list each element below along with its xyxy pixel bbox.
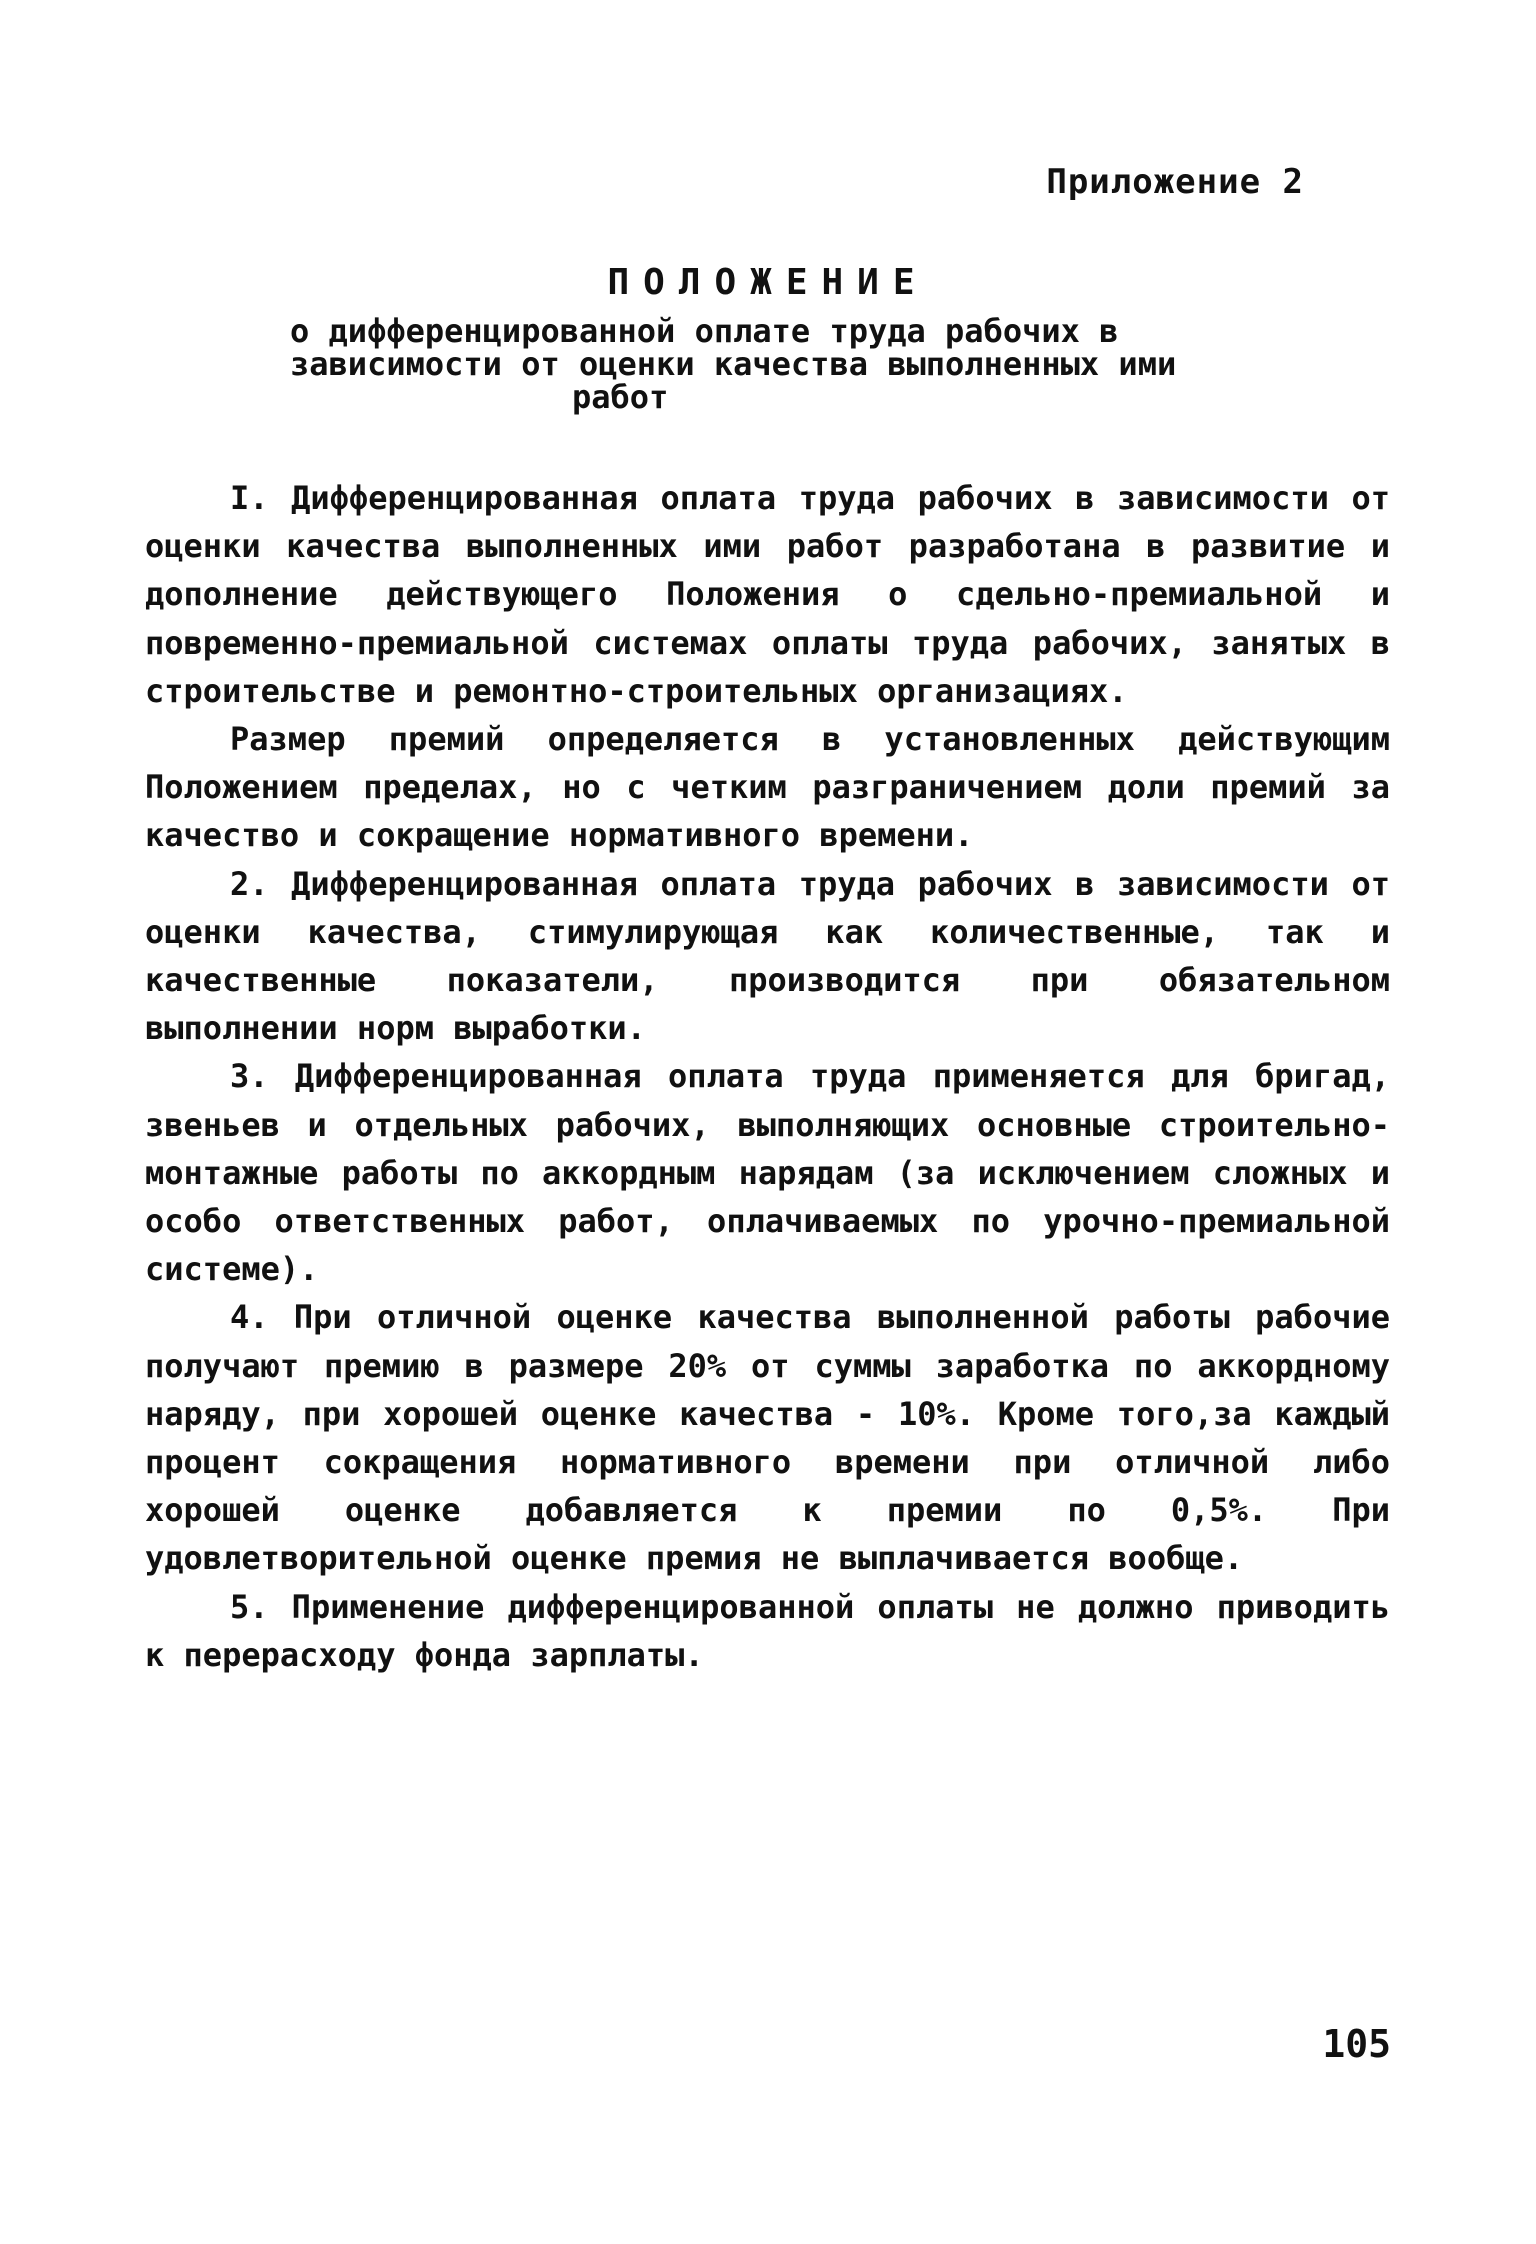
appendix-label: Приложение 2	[1046, 162, 1304, 202]
paragraph: 5. Применение дифференцированной оплаты не должно приводить к перерасходу фонда зарплаты.	[145, 1587, 1390, 1674]
document-title: ПОЛОЖЕНИЕ	[607, 262, 929, 303]
subtitle-line: зависимости от оценки качества выполненных ими	[290, 345, 1177, 383]
page-number: 105	[1322, 2022, 1391, 2066]
paragraph: I. Дифференцированная оплата труда рабочих в зависимости от оценки качества выполненных ими работ разработана в развитие и дополнение действующего Положения о сдельно-премиальной и повременно-премиальной системах оплаты труда рабочих, занятых в строительстве и ремонтно-строительных организациях.	[145, 479, 1390, 710]
paragraph: 4. При отличной оценке качества выполненной работы рабочие получают премию в размере 20% от суммы заработка по аккордному наряду, при хорошей оценке качества - 10%. Кроме того,за каждый процент сокращения нормативного времени при отличной либо хорошей оценке добавляется к премии по 0,5%. При удовлетворительной оценке премия не выплачивается вообще.	[145, 1298, 1390, 1578]
document-subtitle	[290, 312, 1270, 416]
paragraph: Размер премий определяется в установленных действующим Положением пределах, но с четким разграничением доли премий за качество и сокращение нормативного времени.	[145, 720, 1390, 855]
paragraph: 2. Дифференцированная оплата труда рабочих в зависимости от оценки качества, стимулирующая как количественные, так и качественные показатели, производится при обязательном выполнении норм выработки.	[145, 864, 1390, 1048]
subtitle-line: о дифференцированной оплате труда рабочих в	[290, 312, 1119, 350]
paragraph: 3. Дифференцированная оплата труда применяется для бригад, звеньев и отдельных рабочих, выполняющих основные строительно-монтажные работы по аккордным нарядам (за исключением сложных и особо ответственных работ, оплачиваемых по урочно-премиальной системе).	[145, 1057, 1390, 1289]
document-body	[145, 474, 1390, 1679]
subtitle-line: работ	[572, 378, 669, 416]
